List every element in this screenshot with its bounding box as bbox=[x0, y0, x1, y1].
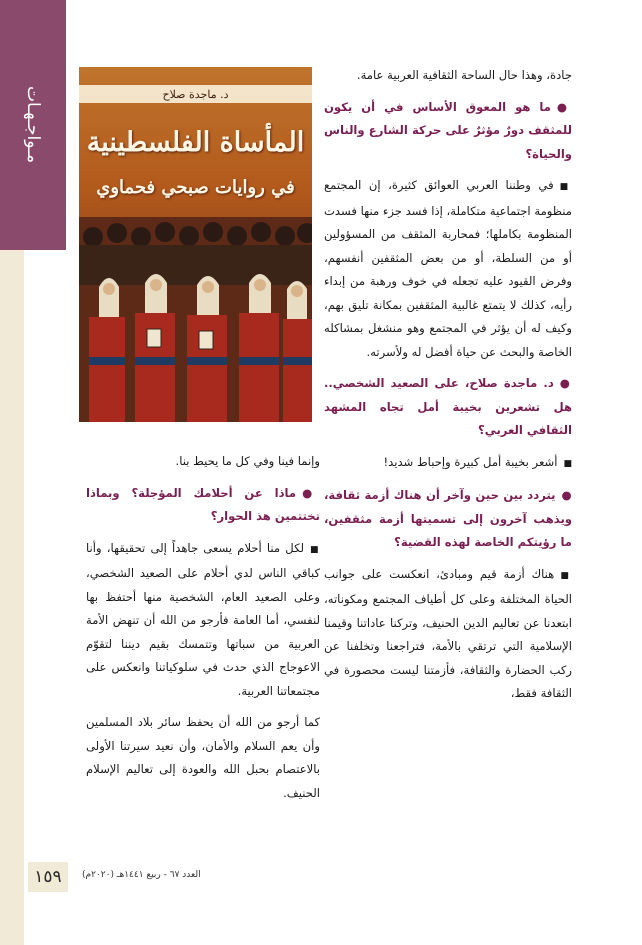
interview-question: ●ما هو المعوق الأساس في أن يكون للمثقف دورٌ مؤثرٌ على حركة الشارع والناس والحياة؟ bbox=[324, 99, 572, 161]
bullet-square-icon: ■ bbox=[563, 458, 572, 469]
bullet-square-icon: ■ bbox=[310, 544, 320, 555]
bullet-circle-icon: ● bbox=[302, 485, 320, 500]
issue-info: العدد ٦٧ - ربيع ١٤٤١هـ (٢٠٢٠م) bbox=[82, 870, 201, 880]
section-tab bbox=[0, 0, 66, 250]
bullet-circle-icon: ● bbox=[561, 488, 573, 502]
cover-subtitle: في روايات صبحي فحماوي bbox=[96, 177, 295, 198]
paragraph: وإنما فينا وفي كل ما يحيط بنا. bbox=[175, 454, 320, 468]
book-cover-image bbox=[79, 67, 312, 422]
paragraph: جادة، وهذا حال الساحة الثقافية العربية عامة. bbox=[356, 68, 572, 82]
interview-answer: ■لكل منا أحلام يسعى جاهداً إلى تحقيقها، وأنا كباقي الناس لدي أحلام على الصعيد الشخصي، وعلى الصعيد العام، الشخصية منها أحتفظ بها لنفسي، أما العامة فأرجو من الله أن تنهض الأمة العربية من سباتها وتتمسك بقيم ديننا لتقوّم الاعوجاج الذي حدث في سلوكياتنا وانعكس على مجتمعاتنا العربية. bbox=[86, 540, 320, 698]
right-text-column bbox=[324, 64, 572, 706]
interview-question: ●يتردد بين حين وآخر أن هناك أزمة ثقافة، ويذهب آخرون إلى تسميتها أزمة مثقفين، ما رؤيتكم الخاصة لهذه القضية؟ bbox=[324, 488, 573, 549]
interview-question: ●ماذا عن أحلامك المؤجلة؟ وبماذا تختتمين هذ الحوار؟ bbox=[86, 485, 320, 523]
page-number: ١٥٩ bbox=[28, 862, 68, 892]
section-label: مـواجـهـات bbox=[23, 86, 43, 164]
interview-answer: ■أشعر بخيبة أمل كبيرة وإحباط شديد! bbox=[383, 454, 572, 469]
bullet-circle-icon: ● bbox=[559, 376, 572, 390]
interview-answer: ■هناك أزمة قيم ومبادئ، انعكست على جوانب الحياة المختلفة وعلى كل أطياف المجتمع ومكوناته، ابتعدنا عن تعاليم الدين الحنيف، وتركنا عاداتنا وقيمنا الإسلامية التي ترتقي بالأمة، فتراجعنا وتخلفنا عن ركب الحضارة والثقافة، فأزمتنا ليست محصورة في الثقافة فقط، bbox=[324, 566, 572, 700]
interview-answer: ■في وطننا العربي العوائق كثيرة، إن المجتمع منظومة اجتماعية متكاملة، إذا فسد جزء منها فسدت المنظومة بكاملها؛ فمحاربة المثقف من المسؤولين أو من السلطة، أو من بعض المثقفين أنفسهم، وفرض القيود عليه تجعله في خوف ورهبة من إبداء رأيه، كذلك لا يتمتع غالبية المثقفين بمكانة تليق بهم، وكيف له أن يؤثر في المجتمع وهو منشغل بمشاكله الخاصة والبحث عن حياة أفضل له ولأسرته. bbox=[324, 178, 572, 359]
interview-question: ●د. ماجدة صلاح، على الصعيد الشخصي.. هل تشعرين بخيبة أمل تجاه المشهد الثقافي العربي؟ bbox=[324, 376, 572, 437]
left-text-column bbox=[86, 450, 320, 805]
bullet-square-icon: ■ bbox=[559, 182, 572, 192]
bullet-circle-icon: ● bbox=[556, 99, 572, 114]
bullet-square-icon: ■ bbox=[560, 570, 572, 581]
cover-painting bbox=[79, 217, 312, 422]
cover-title: المأساة الفلسطينية bbox=[86, 127, 305, 158]
cover-author: د. ماجدة صلاح bbox=[79, 85, 312, 103]
paragraph: كما أرجو من الله أن يحفظ سائر بلاد المسلمين وأن يعم السلام والأمان، وأن نعيد سيرتنا الأولى بالاعتصام بحبل الله والعودة إلى تعاليم الإسلام الحنيف. bbox=[86, 715, 320, 800]
